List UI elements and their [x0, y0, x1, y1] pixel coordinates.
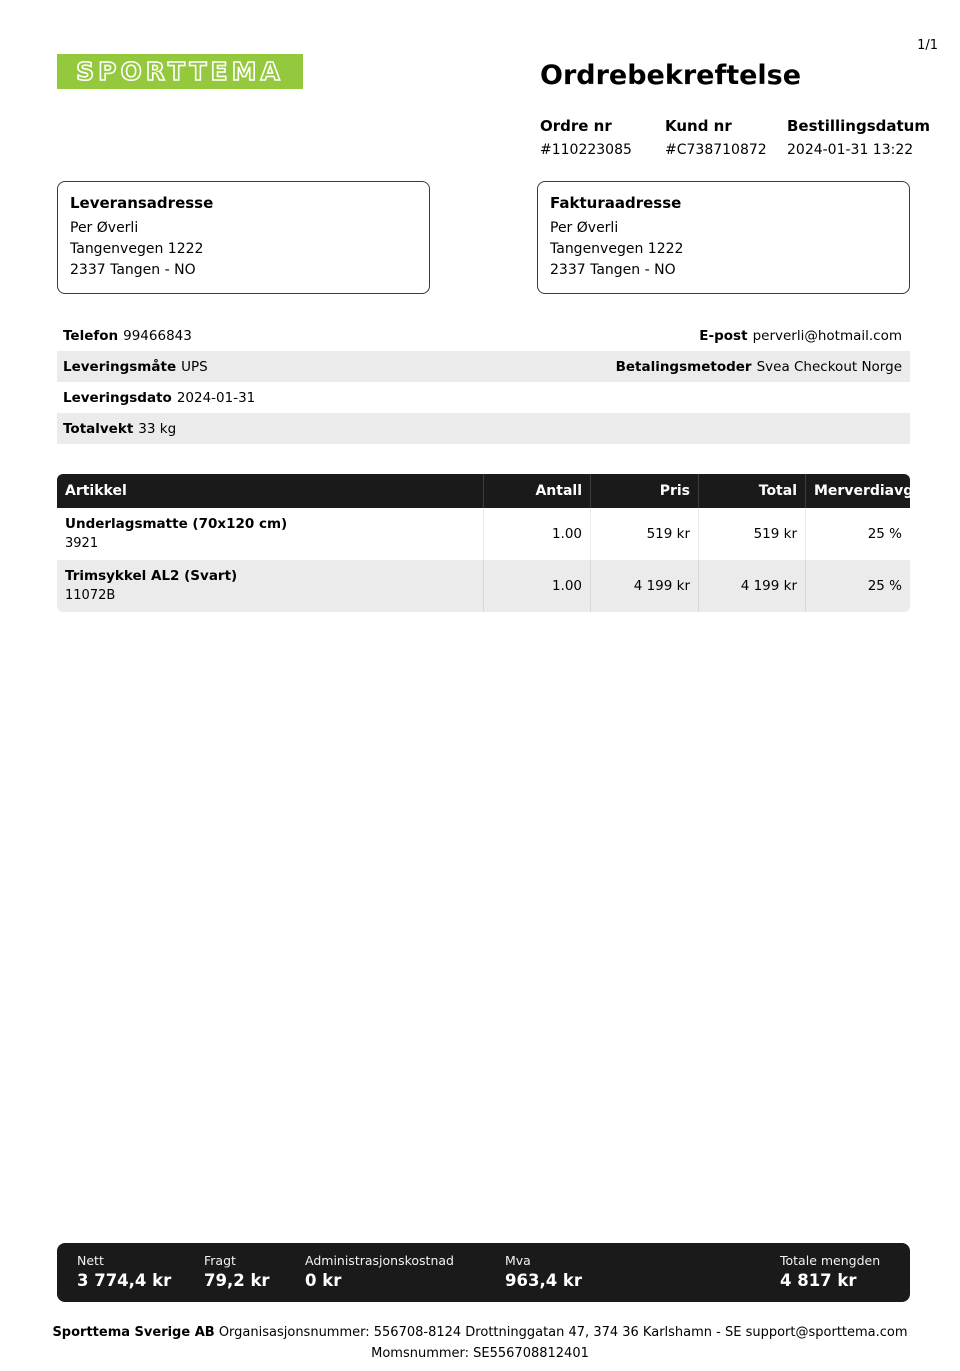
- footer-company-details: Organisasjonsnummer: 556708-8124 Drottninggatan 47, 374 36 Karlshamn - SE support@sporttema.com: [214, 1325, 908, 1340]
- total-freight-value: 79,2 kr: [204, 1271, 270, 1290]
- shipping-method-field: [63, 359, 208, 375]
- items-table: [57, 474, 931, 612]
- table-row: [57, 560, 910, 612]
- total-vat-value: 963,4 kr: [505, 1271, 583, 1290]
- addresses-section: [57, 181, 910, 294]
- header-vat: Merverdiavgift: [805, 474, 910, 508]
- header-price: Pris: [590, 474, 698, 508]
- total-vat-label: Mva: [505, 1253, 531, 1268]
- phone-value: 99466843: [123, 327, 192, 344]
- totals-bar: [57, 1243, 910, 1302]
- item-price: 4 199 kr: [590, 560, 698, 612]
- order-number-field: [540, 117, 665, 158]
- item-article-cell: [57, 508, 483, 560]
- items-table-header: [57, 474, 931, 508]
- header-total: Total: [698, 474, 805, 508]
- payment-method-field: [616, 359, 902, 375]
- item-vat: 25 %: [805, 508, 910, 560]
- item-total: 4 199 kr: [698, 560, 805, 612]
- order-meta: [540, 117, 930, 158]
- order-date-label: Bestillingsdatum: [787, 117, 930, 135]
- total-grand-label: Totale mengden: [780, 1253, 881, 1268]
- payment-method-label: Betalingsmetoder: [615, 358, 752, 375]
- order-date-field: [787, 117, 930, 158]
- info-row-delivery-date: [57, 382, 910, 413]
- item-sku: 11072B: [65, 588, 116, 603]
- header-article: Artikkel: [65, 483, 127, 499]
- item-article-cell: [57, 560, 483, 612]
- info-row-total-weight: [57, 413, 910, 444]
- delivery-address-name: Per Øverli: [70, 220, 139, 236]
- email-field: [699, 328, 902, 344]
- customer-number-label: Kund nr: [665, 117, 732, 135]
- item-name: Trimsykkel AL2 (Svart): [65, 568, 238, 584]
- email-value: perverli@hotmail.com: [752, 327, 902, 344]
- delivery-address-city: 2337 Tangen - NO: [70, 262, 196, 278]
- invoice-address-city: 2337 Tangen - NO: [550, 262, 676, 278]
- delivery-address-title: Leveransadresse: [70, 194, 214, 212]
- page-title: Ordrebekreftelse: [540, 60, 802, 91]
- total-net-value: 3 774,4 kr: [77, 1271, 172, 1290]
- item-total: 519 kr: [698, 508, 805, 560]
- sporttema-logo: [57, 54, 303, 89]
- total-admin-cost-value: 0 kr: [305, 1271, 342, 1290]
- customer-number-value: #C738710872: [665, 142, 767, 158]
- total-weight-field: [63, 421, 176, 437]
- delivery-date-label: Leveringsdato: [63, 389, 172, 406]
- total-freight: [204, 1253, 270, 1290]
- total-admin-cost-label: Administrasjonskostnad: [305, 1253, 454, 1268]
- table-row: [57, 508, 910, 560]
- info-row-shipping: [57, 351, 910, 382]
- total-freight-label: Fragt: [204, 1253, 236, 1268]
- footer-company-name: Sporttema Sverige AB: [52, 1325, 215, 1340]
- total-net: [77, 1253, 171, 1290]
- order-number-label: Ordre nr: [540, 117, 612, 135]
- delivery-address-street: Tangenvegen 1222: [70, 241, 204, 257]
- total-weight-value: 33 kg: [138, 420, 177, 437]
- invoice-address-name: Per Øverli: [550, 220, 619, 236]
- item-quantity: 1.00: [483, 560, 590, 612]
- item-price: 519 kr: [590, 508, 698, 560]
- item-quantity: 1.00: [483, 508, 590, 560]
- item-sku: 3921: [65, 536, 99, 551]
- invoice-address-street: Tangenvegen 1222: [550, 241, 684, 257]
- invoice-address-box: [537, 181, 910, 294]
- delivery-date-field: [63, 390, 255, 406]
- logo-text: SPORTTEMA: [76, 57, 284, 86]
- customer-number-field: [665, 117, 787, 158]
- footer-line-2: Momsnummer: SE556708812401: [371, 1346, 589, 1361]
- total-admin-cost: [305, 1253, 454, 1290]
- delivery-date-value: 2024-01-31: [176, 389, 256, 406]
- order-date-value: 2024-01-31 13:22: [787, 142, 914, 158]
- delivery-address-box: [57, 181, 430, 294]
- total-vat: [505, 1253, 582, 1290]
- item-vat: 25 %: [805, 560, 910, 612]
- header-quantity: Antall: [483, 474, 590, 508]
- page-number: 1/1: [917, 38, 938, 53]
- total-grand: [780, 1253, 880, 1290]
- total-grand-value: 4 817 kr: [780, 1271, 857, 1290]
- item-name: Underlagsmatte (70x120 cm): [65, 516, 288, 532]
- footer-line-1: [0, 1322, 960, 1343]
- invoice-address-title: Fakturaadresse: [550, 194, 682, 212]
- total-net-label: Nett: [77, 1253, 104, 1268]
- email-label: E-post: [699, 327, 748, 344]
- order-info-rows: [57, 320, 910, 444]
- shipping-method-label: Leveringsmåte: [63, 358, 177, 375]
- phone-field: [63, 328, 192, 344]
- info-row-phone: [57, 320, 910, 351]
- payment-method-value: Svea Checkout Norge: [756, 358, 902, 375]
- total-weight-label: Totalvekt: [63, 420, 134, 437]
- phone-label: Telefon: [63, 327, 119, 344]
- footer: [0, 1322, 960, 1364]
- shipping-method-value: UPS: [181, 358, 208, 375]
- order-number-value: #110223085: [540, 142, 632, 158]
